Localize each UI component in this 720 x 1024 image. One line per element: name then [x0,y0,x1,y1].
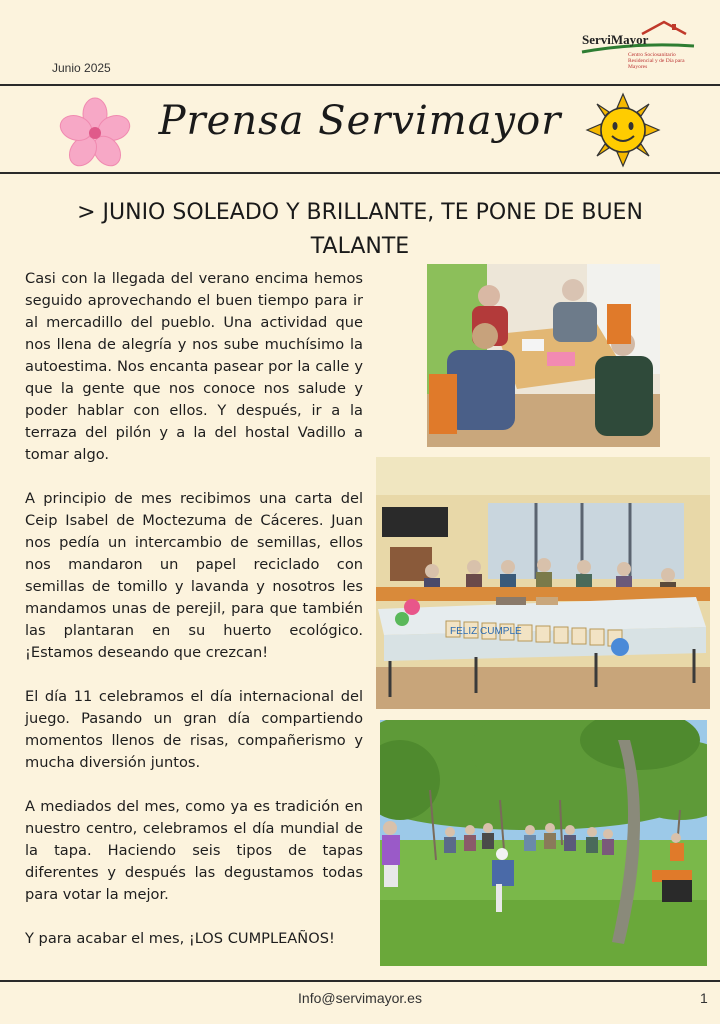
paragraph-market: Casi con la llegada del verano encima hemos seguido aprovechando el buen tiempo para ir al mercadillo del pueblo. Una actividad que nos llena de alegría y nos sube muchísimo la autoestima. Nos encanta pasear por la calle y que la gente que nos conoce nos salude y poder hablar con ellos. Y después, ir a la terraza del pilón y a la del hostal Vadillo a tomar algo. [25,270,363,463]
article-body [25,268,363,972]
servimayor-logo [578,18,700,68]
article-headline: > JUNIO SOLEADO Y BRILLANTE, TE PONE DE BUEN TALANTE [77,200,643,259]
date-label: Junio 2025 [52,61,111,75]
paragraph-birthdays: Y para acabar el mes, ¡LOS CUMPLEAÑOS! [25,930,335,947]
footer-rule [0,980,720,982]
sun-icon [585,92,661,168]
paragraph-tapa-day: A mediados del mes, como ya es tradición en nuestro centro, celebramos el día mundial de la tapa. Haciendo seis tipos de tapas diferentes y después las degustamos todas para votar la mejor. [25,798,363,903]
paragraph-game-day: El día 11 celebramos el día internacional del juego. Pasando un gran día compartiendo momentos llenos de risas, compañerismo y mucha diversión juntos. [25,688,363,771]
photo-outdoor-tapa-day [380,720,707,966]
logo-subtitle: Centro Sociosanitario Residencial y de Día para Mayores [628,52,685,70]
photo-crafts-table [427,264,660,447]
paragraph-seeds: A principio de mes recibimos una carta del Ceip Isabel de Moctezuma de Cáceres. Juan nos pedía un intercambio de semillas, ellos nos mandaron un papel reciclado con semillas de tomillo y lavanda y nosotros les mandamos unas de perejil, para que también las plantaran en su huerto ecológico. ¡Estamos deseando que crezcan! [25,490,363,661]
logo-name: ServiMayor [582,32,649,47]
photo-birthday-party [376,457,710,709]
banner-feliz-cumple: FELIZ CUMPLE [450,626,522,637]
page-number: 1 [700,990,708,1006]
header-top-rule [0,84,720,86]
page-title: Prensa Servimayor [158,98,562,144]
contact-email: Info@servimayor.es [298,990,422,1006]
header-bottom-rule [0,172,720,174]
